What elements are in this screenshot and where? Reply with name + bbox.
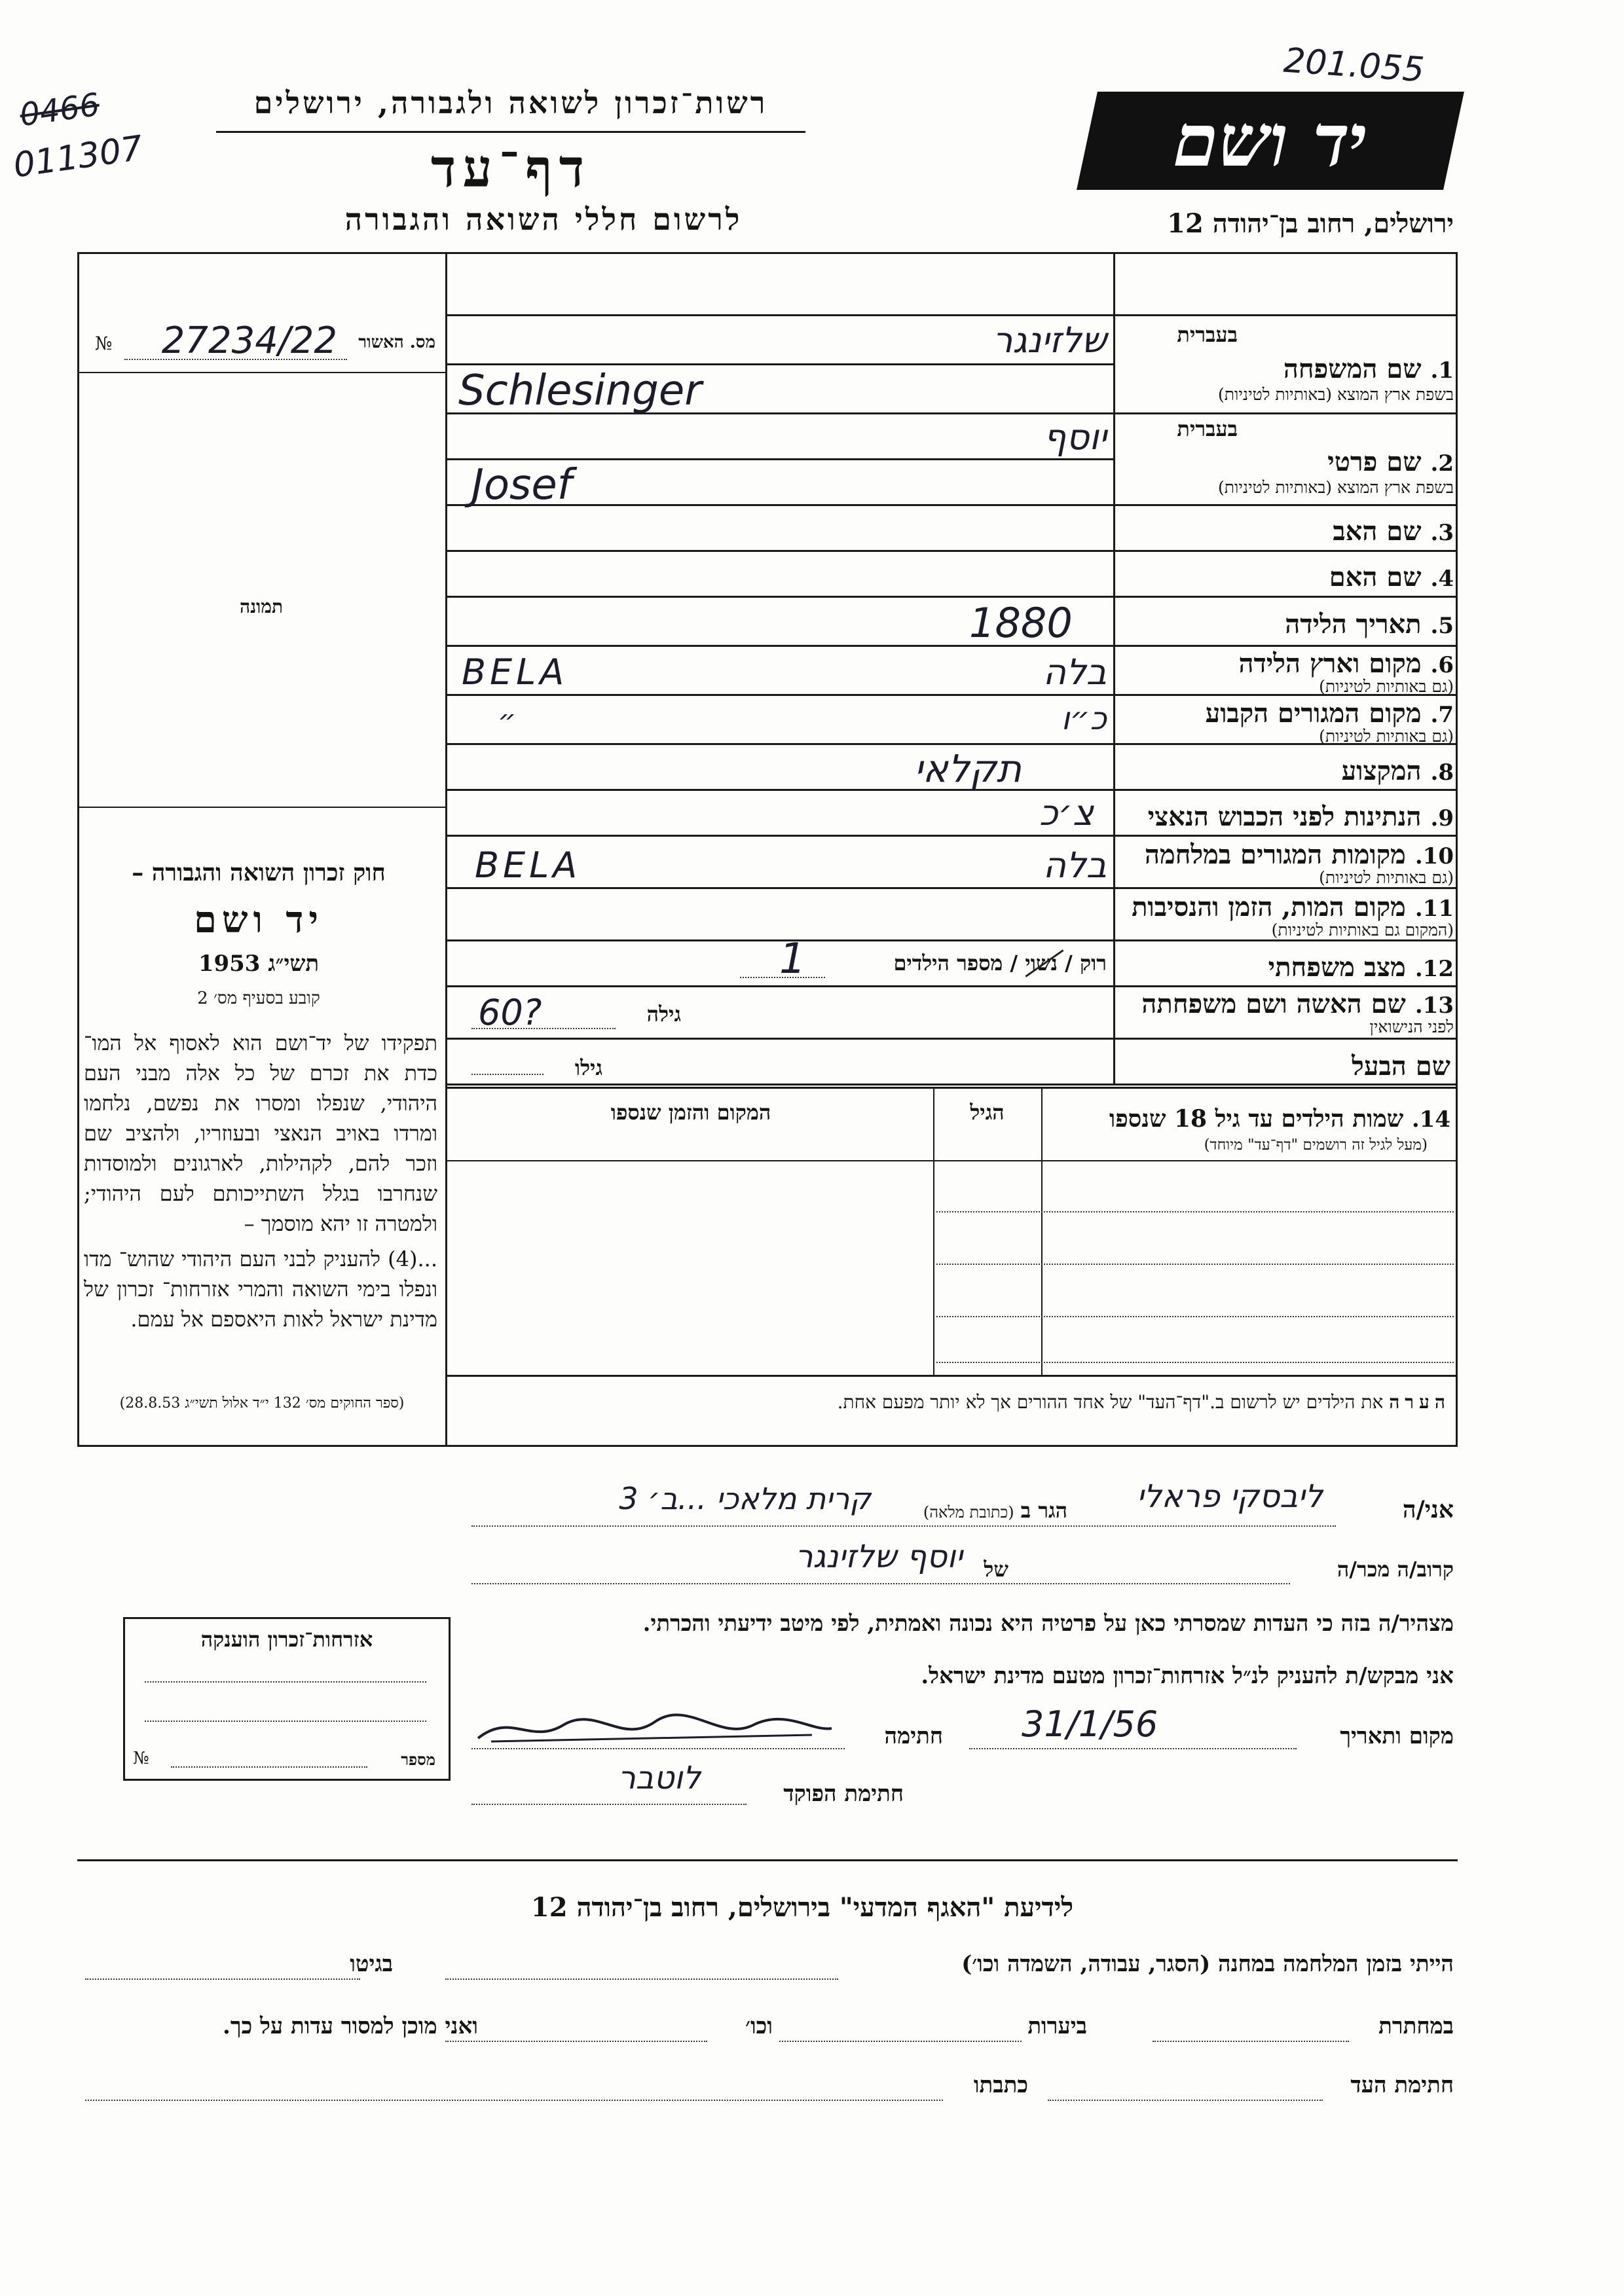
declarant-lives-label: הגר ב (כתובת מלאה)	[923, 1498, 1067, 1523]
relation-label: קרוב/ה מכר/ה	[1337, 1557, 1454, 1582]
field-12-label	[1116, 947, 1454, 986]
field-8-label	[1116, 750, 1454, 790]
citizenship-number-dots	[171, 1766, 367, 1768]
corner-mark-2: 011307	[10, 128, 145, 186]
note-text: את הילדים יש לרשום ב."דף־העד" של אחד ההורים אך לא יותר מפעם אחת.	[837, 1391, 1384, 1413]
children-row-4	[936, 1362, 1454, 1363]
field-9-label	[1116, 796, 1454, 835]
law-year: תשי״ג 1953	[198, 951, 320, 977]
place-date-label: מקום ותאריך	[1340, 1723, 1454, 1749]
place-date-value[interactable]: 31/1/56	[1022, 1704, 1158, 1745]
field-11-label	[1116, 892, 1454, 939]
row-line-1a	[445, 363, 1113, 365]
field-10-label	[1116, 839, 1454, 885]
children-bottom-line	[445, 1375, 1458, 1377]
field-9-title: 9. הנתינות לפני הכבוש הנאצי	[1147, 801, 1454, 832]
field-13-label	[1116, 989, 1454, 1036]
field-13-sub: לפני הנישואין	[1369, 1017, 1454, 1036]
field-4-title: 4. שם האם	[1329, 562, 1454, 592]
citizenship-title: אזרחות־זכרון הוענקה	[200, 1627, 373, 1652]
field-13-title: 13. שם האשה ושם משפחתה	[1141, 989, 1454, 1019]
field-2-value-hebrew[interactable]: יוסף	[1043, 416, 1107, 458]
approval-label: מס. האשור	[358, 333, 435, 352]
footer-ghetto-label: בגיטו	[350, 1951, 393, 1977]
footer-line-1	[85, 1951, 1454, 1990]
field-4-value[interactable]	[452, 553, 1107, 592]
signature-label: חתימה	[884, 1723, 943, 1749]
declarant-line-2	[471, 1583, 1290, 1584]
field-5-value[interactable]: 1880	[969, 599, 1073, 647]
field-10-sub: (גם באותיות לטיניות)	[1319, 868, 1454, 887]
field-7-title: 7. מקום המגורים הקבוע	[1205, 698, 1454, 729]
citizenship-number-label: מספר	[401, 1750, 435, 1769]
footer-forests-field[interactable]	[779, 2041, 1022, 2042]
place-date-dots	[969, 1748, 1297, 1749]
law-name: יד ושם	[193, 898, 324, 941]
signature-dots	[471, 1748, 845, 1749]
photo-label: תמונה	[239, 596, 284, 617]
approval-no-mark: №	[95, 333, 113, 354]
law-title: חוק זכרון השואה והגבורה –	[132, 859, 386, 886]
field-12-value[interactable]: 1	[779, 935, 806, 983]
form-title: דף־עד	[430, 137, 591, 199]
field-12-options: רוק / נשוי / מספר הילדים	[893, 951, 1107, 975]
field-7-sub: (גם באותיות לטיניות)	[1319, 727, 1454, 746]
field-3-label	[1116, 511, 1454, 550]
row-line-13	[445, 1038, 1458, 1040]
field-6-title: 6. מקום וארץ הלידה	[1238, 648, 1454, 679]
footer-witness-sig-field[interactable]	[1048, 2100, 1323, 2101]
row-line-5	[445, 645, 1458, 647]
row-line-14	[445, 1084, 1458, 1085]
in-hebrew-label: בעברית	[1177, 322, 1238, 347]
field-11-title: 11. מקום המות, הזמן והנסיבות	[1132, 892, 1454, 922]
field-1-value-latin[interactable]: Schlesinger	[458, 367, 702, 415]
citizenship-line-2	[145, 1721, 426, 1722]
field-3-value[interactable]	[452, 507, 1107, 547]
citizenship-no-mark: №	[133, 1749, 149, 1768]
children-col-2	[1041, 1087, 1043, 1375]
field-10-value-latin[interactable]: BELA	[475, 845, 581, 886]
husband-label: שם הבעל	[1352, 1051, 1450, 1082]
footer-etc-field[interactable]	[445, 2041, 707, 2042]
footer-camp-field[interactable]	[445, 1978, 838, 1980]
in-hebrew-label-2: בעברית	[1177, 416, 1238, 441]
row-line-4	[445, 596, 1458, 598]
field-7-label	[1116, 698, 1454, 744]
relation-of-label: של	[984, 1557, 1008, 1582]
official-signature-label: חתימת הפוקד	[783, 1781, 904, 1807]
field-7-value-hebrew[interactable]: כ״ו	[1061, 701, 1107, 737]
field-13-dots	[471, 1028, 616, 1029]
field-13-age-label: גילה	[646, 1002, 681, 1027]
top-strip-line	[445, 314, 1458, 316]
footer-address-field[interactable]	[85, 2100, 943, 2101]
authority-name: רשות־זכרון לשואה ולגבורה, ירושלים	[253, 85, 768, 120]
children-row-3	[936, 1316, 1454, 1317]
field-6-label	[1116, 648, 1454, 694]
field-3-title: 3. שם האב	[1333, 516, 1454, 547]
field-8-value[interactable]: תקלאי	[914, 746, 1022, 791]
declarant-line-1	[471, 1525, 1336, 1527]
footer-witness-sig-label: חתימת העד	[1350, 2072, 1454, 2098]
field-4-label	[1116, 556, 1454, 596]
header-rule	[216, 131, 805, 133]
footer-willing-label: ואני מוכן למסור עדות על כך.	[223, 2013, 478, 2039]
photo-bottom-line	[77, 807, 445, 808]
husband-age-dots	[471, 1074, 544, 1075]
footer-camp-label: הייתי בזמן המלחמה במחנה (הסגר, עבודה, השמדה וכו׳)	[961, 1951, 1454, 1977]
field-2-sub: בשפת ארץ המוצא (באותיות לטיניות)	[1218, 478, 1454, 497]
footer-ghetto-field[interactable]	[85, 1978, 360, 1980]
field-7-value-latin[interactable]: ״	[498, 704, 517, 737]
field-6-value-hebrew[interactable]: בלה	[1043, 651, 1107, 693]
field-1-label	[1116, 321, 1454, 412]
citizenship-line-1	[145, 1681, 426, 1683]
request-text: אני מבקש/ת להעניק לנ״ל אזרחות־זכרון מטעם מדינת ישראל.	[921, 1663, 1454, 1689]
row-line-6	[445, 694, 1458, 696]
official-signature-dots	[471, 1804, 747, 1805]
field-13-age-value[interactable]: 60?	[478, 992, 542, 1033]
signature-mark[interactable]	[471, 1705, 838, 1751]
yad-vashem-logo: יד ושם	[1077, 92, 1464, 190]
relation-value[interactable]: יוסף שלזינגר	[795, 1539, 963, 1575]
approval-number[interactable]: 27234/22	[161, 319, 337, 362]
label-column-divider	[1113, 252, 1115, 1084]
field-1-title: 1. שם המשפחה	[1283, 354, 1454, 384]
signature-scribble-icon	[471, 1705, 838, 1751]
field-6-sub: (גם באותיות לטיניות)	[1319, 677, 1454, 696]
row-line-10	[445, 887, 1458, 889]
corner-mark-1: 0466	[17, 86, 102, 134]
field-12-dots	[740, 977, 825, 978]
citizenship-box	[123, 1617, 451, 1781]
footer-underground-field[interactable]	[1153, 2041, 1349, 2042]
footer-line-3	[85, 2072, 1454, 2111]
row-line-2a	[445, 458, 1113, 460]
footer-forests-label: ביערות	[1027, 2013, 1087, 2039]
left-panel-divider	[445, 252, 447, 1447]
law-text: תפקידו של יד־ושם הוא לאסוף אל המו־ כדת את זכרם של כל אלה מבני העם היהודי, שנפלו ומסרו את נפשם, נלחמו ומרדו באויב הנאצי ובעוזריו, ולהציב שם וזכר להם, לקהילות, לארגונים ולמוסדות שנחרבו בגלל השתייכותם לעם היהודי; ולמטרה זו יהא מוסמך –	[84, 1030, 437, 1236]
official-signature-value[interactable]: לוטבר	[618, 1760, 701, 1796]
children-row-1	[936, 1211, 1454, 1212]
note-line	[452, 1391, 1450, 1413]
field-1-sub: בשפת ארץ המוצא (באותיות לטיניות)	[1218, 385, 1454, 404]
declarant-address[interactable]: קרית מלאכי ...ב׳ 3	[619, 1481, 871, 1516]
children-col-1	[933, 1087, 934, 1375]
field-10-title: 10. מקומות המגורים במלחמה	[1145, 839, 1454, 870]
declarant-name[interactable]: ליבסקי פראלי	[1136, 1478, 1323, 1515]
field-2-value-latin[interactable]: Josef	[471, 461, 572, 509]
children-col-age: הגיל	[970, 1100, 1005, 1125]
children-note: (מעל לגיל זה רושמים "דף־עד" מיוחד)	[1204, 1137, 1428, 1154]
footer-top-rule	[77, 1859, 1458, 1861]
field-12-title: 12. מצב משפחתי	[1268, 952, 1454, 983]
footer-address-label: כתבתו	[973, 2072, 1028, 2098]
stamp-number: 201.055	[1282, 41, 1426, 90]
children-col-place: המקום והזמן שנספו	[610, 1100, 771, 1125]
footer-etc-label: וכו׳	[745, 2013, 773, 2039]
field-11-sub: (המקום גם באותיות לטיניות)	[1271, 920, 1454, 939]
field-10-value-hebrew[interactable]: בלה	[1043, 845, 1107, 886]
field-1-value-hebrew[interactable]: שלזינגר	[992, 319, 1107, 361]
field-2-title: 2. שם פרטי	[1327, 446, 1454, 477]
approval-dots	[124, 359, 347, 360]
footer-line-2	[85, 2013, 1454, 2052]
address: ירושלים, רחוב בן־יהודה 12	[1167, 208, 1454, 239]
field-5-title: 5. תאריך הלידה	[1285, 609, 1454, 640]
field-2-label	[1116, 415, 1454, 504]
children-top-line	[445, 1087, 1458, 1089]
field-6-value-latin[interactable]: BELA	[462, 651, 568, 693]
footer-underground-label: במחתרת	[1378, 2013, 1454, 2039]
declaration-text: מצהיר/ה בזה כי העדות שמסרתי כאן על פרטיה היא נכונה ואמתית, לפי מיטב ידיעתי והכרתי.	[642, 1611, 1454, 1637]
declarant-i-label: אני/ה	[1402, 1496, 1454, 1523]
law-section: קובע בסעיף מס׳ 2	[197, 989, 320, 1008]
field-5-label	[1116, 604, 1454, 643]
footer-title: לידיעת "האגף המדעי" בירושלים, רחוב בן־יהודה 12	[530, 1892, 1074, 1923]
husband-age-label: גילו	[574, 1055, 602, 1080]
photo-area[interactable]	[77, 373, 445, 805]
form-subtitle: לרשום חללי השואה והגבורה	[344, 202, 743, 237]
approval-row	[88, 319, 435, 367]
field-9-value[interactable]: צ׳כ	[1039, 792, 1094, 833]
law-text-2: ...(4) להעניק לבני העם היהודי שהוש־ מדו ונפלו בימי השואה והמרי אזרחות־ זכרון של מדינת ישראל לאות היאספם אל עמם.	[84, 1247, 437, 1332]
children-row-2	[936, 1264, 1454, 1265]
law-reference: (ספר החוקים מס׳ 132 י״ד אלול תשי״ג 28.8.53)	[119, 1395, 405, 1412]
row-line-3	[445, 550, 1458, 552]
note-label: הערה	[1389, 1391, 1450, 1413]
children-title: 14. שמות הילדים עד גיל 18 שנספו	[1109, 1105, 1450, 1133]
field-8-title: 8. המקצוע	[1341, 756, 1454, 786]
husband-value[interactable]	[616, 1044, 1113, 1080]
children-header-line	[445, 1160, 1458, 1161]
field-11-value[interactable]	[452, 894, 1107, 936]
